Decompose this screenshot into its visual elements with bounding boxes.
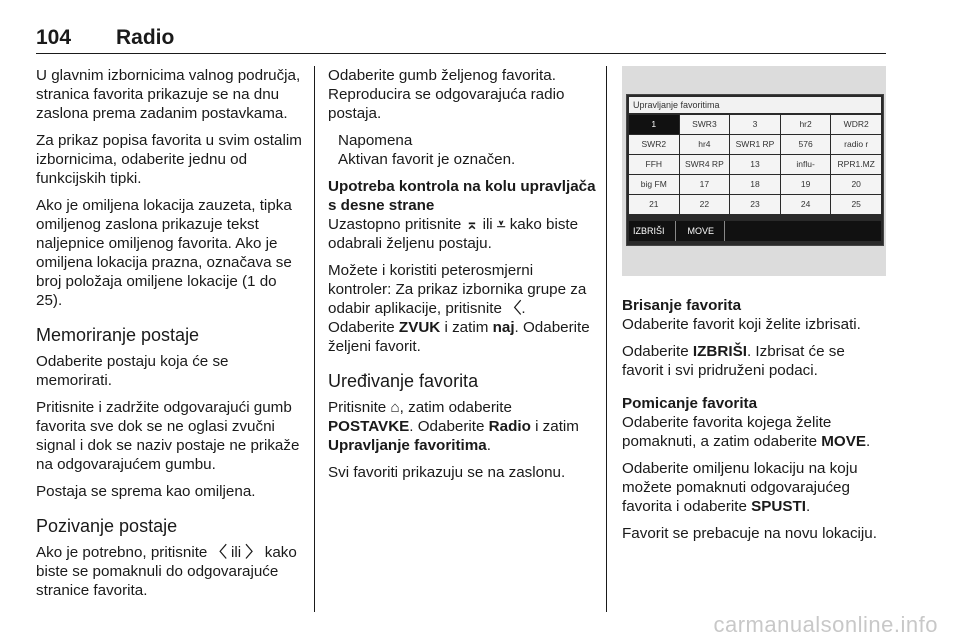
paragraph: Ako je omiljena lokacija zauzeta, tipka omiljenog zaslona prikazuje tekst naljepnice omiljenog favorita. Ako je omiljena lokacija prazna, označava se broj položaja omiljene lokacije (1 do 25). — [36, 197, 292, 309]
favourite-button[interactable]: 18 — [730, 175, 780, 194]
paragraph: Postaja se sprema kao omiljena. — [36, 483, 256, 500]
column-divider — [606, 66, 607, 612]
paragraph: Možete i koristiti peterosmjerni kontroler: Za prikaz izbornika grupe za odabir aplikacije, pritisnite 〈. Odaberite ZVUK i zatim naj. Odaberite željeni favorit. — [328, 262, 590, 355]
note-text: Aktivan favorit je označen. — [338, 151, 516, 168]
paragraph: U glavnim izbornicima valnog područja, stranica favorita prikazuje se na dnu zaslona prema zadanim postavkama. — [36, 67, 301, 122]
favourite-button[interactable]: 25 — [831, 195, 881, 214]
favourite-button[interactable]: SWR1 RP — [730, 135, 780, 154]
section-heading-edit: Uređivanje favorita — [328, 371, 479, 391]
favourite-button[interactable]: 3 — [730, 115, 780, 134]
favourite-button[interactable]: 21 — [629, 195, 679, 214]
paragraph: Uzastopno pritisnite ⌅ ili ⩡ kako biste odabrali željenu postaju. — [328, 216, 579, 252]
paragraph: Pritisnite ⌂, zatim odaberite POSTAVKE. Odaberite Radio i zatim Upravljanje favoritima. — [328, 399, 579, 454]
watermark: carmanualsonline.info — [713, 612, 938, 637]
favourite-button[interactable]: hr2 — [781, 115, 831, 134]
chevron-left-icon: 〈 — [506, 300, 522, 317]
chevron-right-icon: 〉 — [245, 544, 261, 561]
paragraph: Odaberite gumb željenog favorita. Reproducira se odgovarajuća radio postaja. — [328, 67, 565, 122]
favourite-button[interactable]: 576 — [781, 135, 831, 154]
chapter-title: Radio — [116, 26, 175, 49]
column-1 — [36, 66, 302, 608]
section-heading-recall: Pozivanje postaje — [36, 516, 178, 536]
favourite-button[interactable]: SWR4 RP — [680, 155, 730, 174]
favourite-button[interactable]: hr4 — [680, 135, 730, 154]
favourites-screen — [626, 94, 884, 246]
paragraph: Odaberite favorita kojega želite pomaknuti, a zatim odaberite MOVE. — [622, 414, 871, 450]
page-number: 104 — [36, 26, 72, 49]
paragraph: Odaberite omiljenu lokaciju na koju možete pomaknuti odgovarajućeg favorita i odaberite SPUSTI. — [622, 460, 858, 515]
screen-title: Upravljanje favoritima — [629, 97, 881, 113]
favourite-button[interactable]: radio r — [831, 135, 881, 154]
page-header — [36, 26, 886, 54]
paragraph: Favorit se prebacuje na novu lokaciju. — [622, 525, 877, 542]
favourite-button[interactable]: WDR2 — [831, 115, 881, 134]
favourites-grid — [629, 115, 881, 214]
subheading-delete: Brisanje favorita — [622, 297, 742, 314]
screen-action-bar — [629, 221, 881, 241]
favourite-button[interactable]: influ- — [781, 155, 831, 174]
favourite-button[interactable]: 19 — [781, 175, 831, 194]
column-3 — [622, 296, 886, 551]
favourites-screen-image — [622, 66, 886, 276]
favourite-button[interactable]: 22 — [680, 195, 730, 214]
favourite-button[interactable]: SWR3 — [680, 115, 730, 134]
paragraph: Za prikaz popisa favorita u svim ostalim izbornicima, odaberite jednu od funkcijskih tipki. — [36, 132, 302, 187]
favourite-button[interactable]: RPR1.MZ — [831, 155, 881, 174]
favourite-button[interactable]: big FM — [629, 175, 679, 194]
subheading-move: Pomicanje favorita — [622, 395, 758, 412]
paragraph: Pritisnite i zadržite odgovarajući gumb favorita sve dok se ne oglasi zvučni signal i dok se naziv postaje ne prikaže na odgovarajućem gumbu. — [36, 399, 300, 473]
paragraph: Odaberite IZBRIŠI. Izbrisat će se favorit i svi pridruženi podaci. — [622, 343, 845, 379]
down-arrow-icon: ⩡ — [496, 216, 506, 233]
paragraph: Odaberite favorit koji želite izbrisati. — [622, 316, 861, 333]
favourite-button[interactable]: 20 — [831, 175, 881, 194]
note-box — [328, 131, 596, 169]
paragraph: Ako je potrebno, pritisnite 〈 ili 〉 kako biste se pomaknuli do odgovarajuće stranice favorita. — [36, 544, 297, 599]
paragraph: Odaberite postaju koja će se memorirati. — [36, 353, 229, 389]
home-icon: ⌂ — [390, 399, 400, 416]
favourite-button[interactable]: 1 — [629, 115, 679, 134]
note-title: Napomena — [338, 132, 413, 149]
subheading-steering: Upotreba kontrola na kolu upravljača s desne strane — [328, 178, 596, 214]
chevron-left-icon: 〈 — [211, 544, 227, 561]
move-button[interactable]: MOVE — [688, 221, 726, 241]
favourite-button[interactable]: SWR2 — [629, 135, 679, 154]
favourite-button[interactable]: 17 — [680, 175, 730, 194]
favourite-button[interactable]: 24 — [781, 195, 831, 214]
column-divider — [314, 66, 315, 612]
up-arrow-icon: ⌅ — [465, 216, 479, 233]
favourite-button[interactable]: 13 — [730, 155, 780, 174]
favourite-button[interactable]: FFH — [629, 155, 679, 174]
delete-button[interactable]: IZBRIŠI — [633, 221, 676, 241]
favourite-button[interactable]: 23 — [730, 195, 780, 214]
header-divider — [36, 53, 886, 54]
section-heading-store: Memoriranje postaje — [36, 325, 200, 345]
column-2 — [328, 66, 596, 490]
paragraph: Svi favoriti prikazuju se na zaslonu. — [328, 464, 566, 481]
